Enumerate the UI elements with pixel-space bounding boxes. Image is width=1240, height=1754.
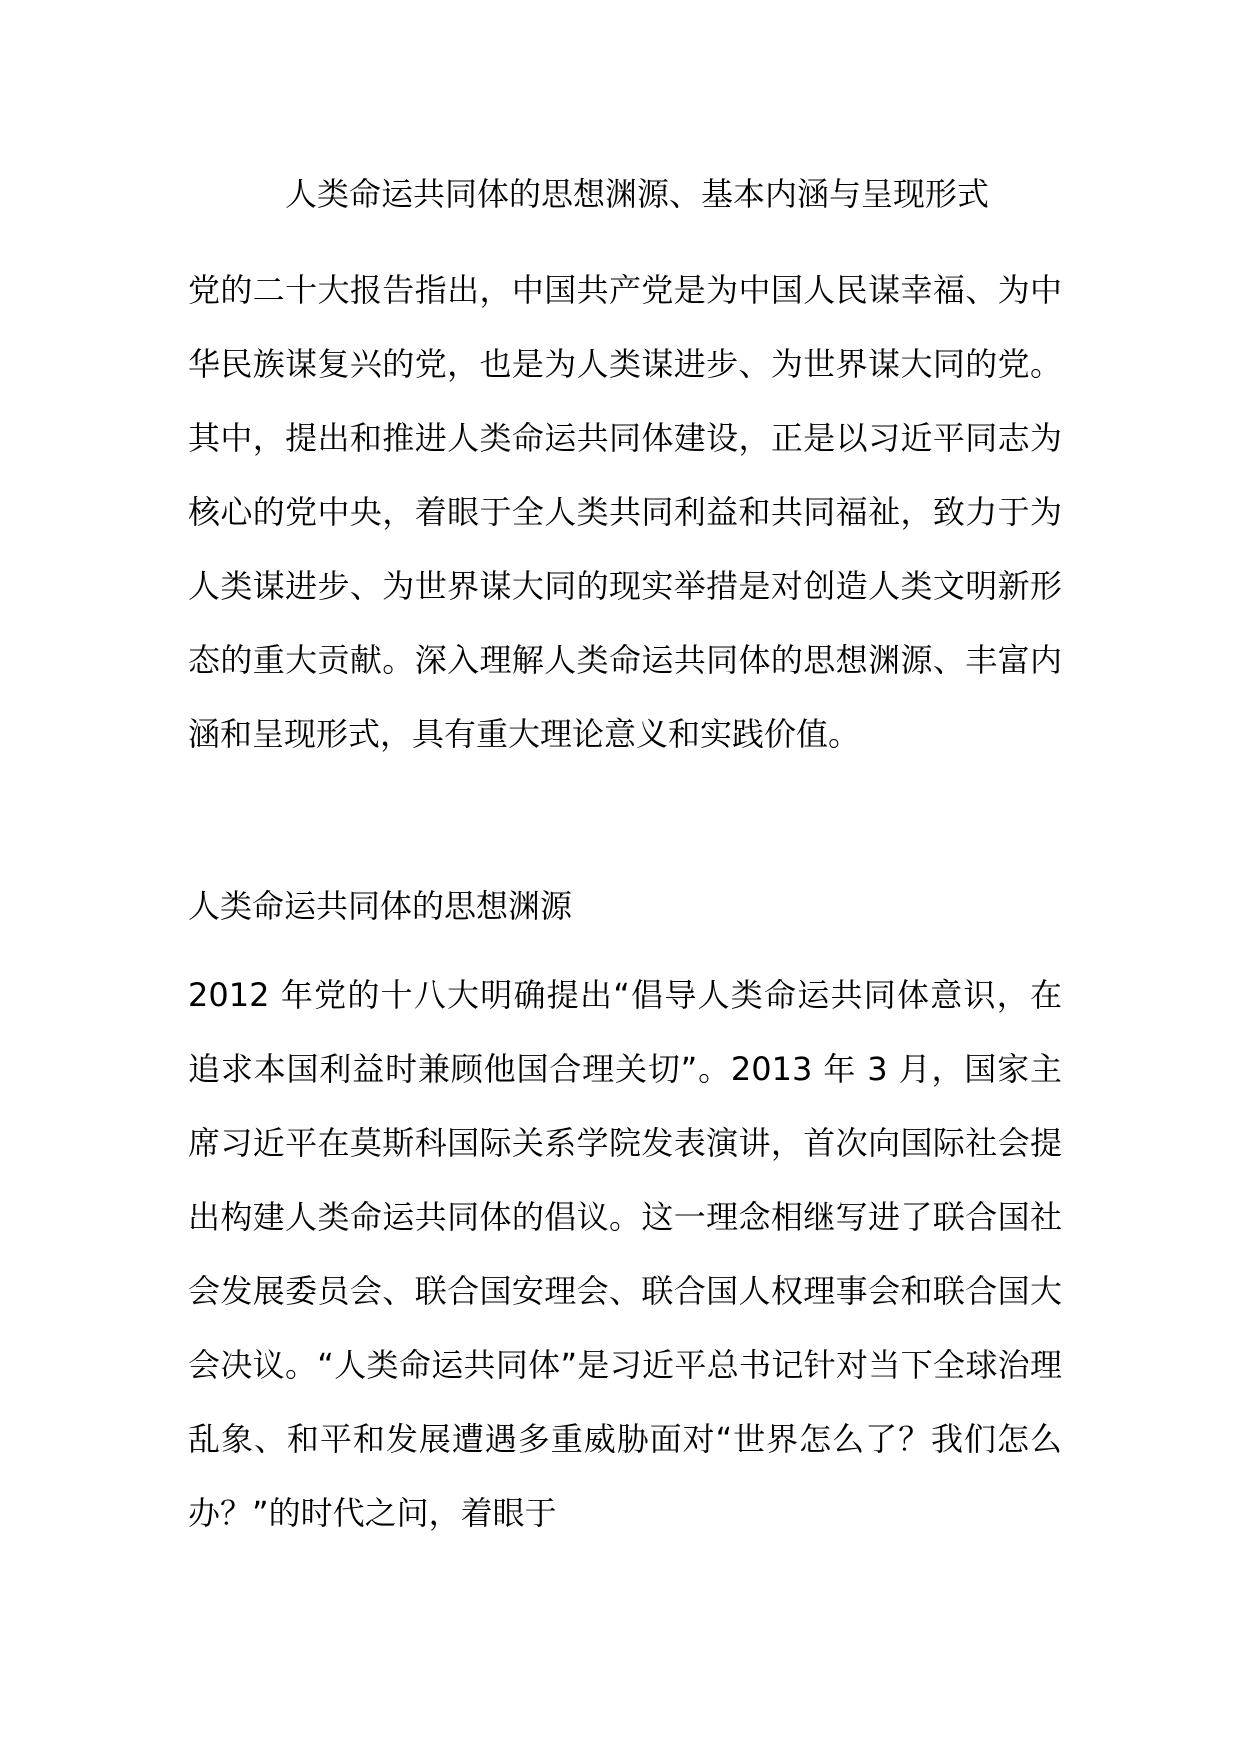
body-paragraph: 2012 年党的十八大明确提出“倡导人类命运共同体意识，在追求本国利益时兼顾他国合理关切”。2013 年 3 月，国家主席习近平在莫斯科国际关系学院发表演讲，首次向国际社会提出构建人类命运共同体的倡议。这一理念相继写进了联合国社会发展委员会、联合国安理会、联合国人权理事会和联合国大会决议。“人类命运共同体”是习近平总书记针对当下全球治理乱象、和平和发展遭遇多重威胁面对“世界怎么了？我们怎么办？”的时代之问，着眼于 (188, 976, 1062, 1532)
document-title: 人类命运共同体的思想渊源、基本内涵与呈现形式 (285, 175, 990, 213)
intro-paragraph: 党的二十大报告指出，中国共产党是为中国人民谋幸福、为中华民族谋复兴的党，也是为人类谋进步、为世界谋大同的党。其中，提出和推进人类命运共同体建设，正是以习近平同志为核心的党中央，着眼于全人类共同利益和共同福祉，致力于为人类谋进步、为世界谋大同的现实举措是对创造人类文明新形态的重大贡献。深入理解人类命运共同体的思想渊源、丰富内涵和呈现形式，具有重大理论意义和实践价值。 (188, 271, 1062, 753)
section-heading: 人类命运共同体的思想渊源 (188, 887, 573, 925)
